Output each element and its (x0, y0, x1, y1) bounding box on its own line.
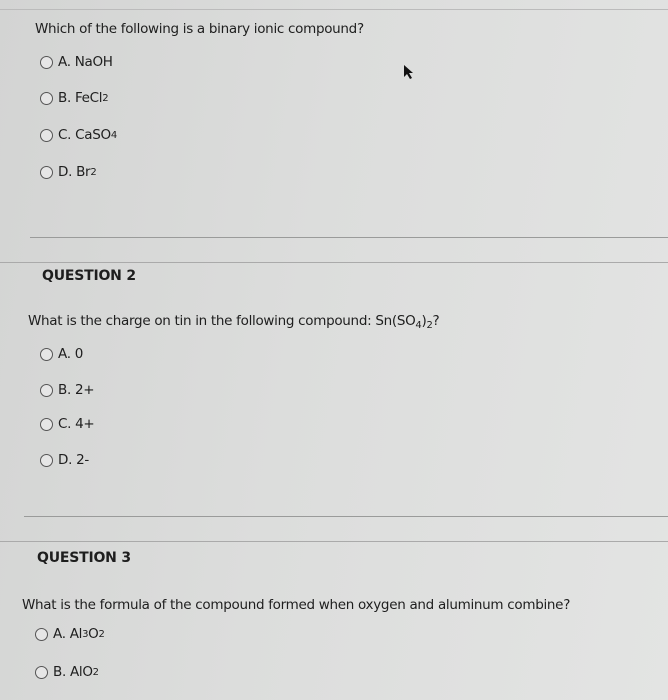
option-b[interactable]: B. 2+ (40, 382, 94, 398)
radio-button[interactable] (40, 384, 53, 397)
option-d[interactable]: D. 2- (40, 452, 89, 468)
radio-button[interactable] (40, 348, 53, 361)
divider (0, 9, 668, 10)
option-a[interactable]: A. 0 (40, 346, 83, 362)
option-c[interactable]: C. CaSO 4 (40, 127, 117, 143)
mouse-cursor-icon (403, 64, 415, 80)
divider (30, 237, 668, 238)
question-text: What is the formula of the compound formed when oxygen and aluminum combine? (22, 597, 571, 613)
option-b[interactable]: B. FeCl 2 (40, 90, 108, 106)
radio-button[interactable] (40, 454, 53, 467)
radio-button[interactable] (40, 418, 53, 431)
radio-button[interactable] (40, 56, 53, 69)
radio-button[interactable] (40, 92, 53, 105)
option-a[interactable]: A. Al 3 O 2 (35, 626, 105, 642)
question-heading: QUESTION 2 (42, 268, 136, 284)
question-text: Which of the following is a binary ionic compound? (35, 21, 364, 37)
divider (24, 516, 668, 517)
option-d[interactable]: D. Br 2 (40, 164, 96, 180)
radio-button[interactable] (35, 666, 48, 679)
question-text: What is the charge on tin in the following compound: $Sn(SO_4)_2$? (28, 313, 440, 331)
option-c[interactable]: C. 4+ (40, 416, 94, 432)
divider (0, 262, 668, 263)
option-b[interactable]: B. AlO 2 (35, 664, 99, 680)
radio-button[interactable] (40, 166, 53, 179)
radio-button[interactable] (40, 129, 53, 142)
radio-button[interactable] (35, 628, 48, 641)
question-heading: QUESTION 3 (37, 550, 131, 566)
option-a[interactable]: A. NaOH (40, 54, 113, 70)
divider (0, 541, 668, 542)
